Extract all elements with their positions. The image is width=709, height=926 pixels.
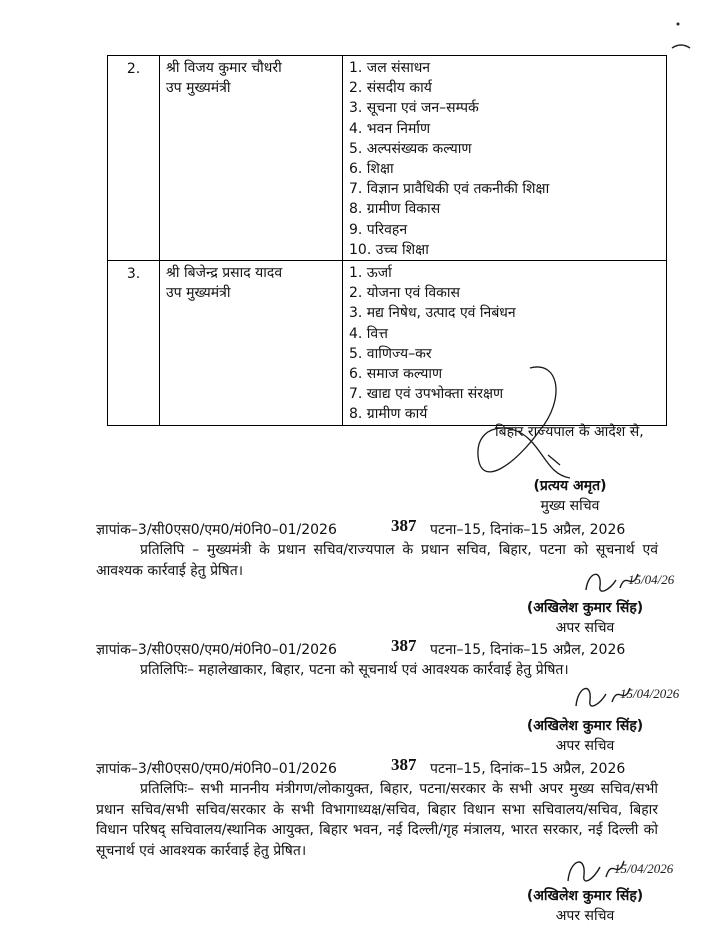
handwritten-memo-number: 387 bbox=[391, 636, 417, 655]
minister-cell bbox=[160, 56, 343, 261]
memo-place-date: पटना–15, दिनांक–15 अप्रैल, 2026 bbox=[430, 642, 626, 658]
copy-paragraph: प्रतिलिपिः– सभी माननीय मंत्रीगण/लोकायुक्त, बिहार, पटना/सरकार के सभी अपर मुख्य सचिव/सभी प्रधान सचिव/सभी सचिव/सरकार के सभी विभागाध्यक्ष/सचिव, बिहार विधान सभा सचिवालय/सचिव, बिहार विधान परिषद् सचिवालय/स्थानिक आयुक्त, बिहार भवन, नई दिल्ली/गृह मंत्रालय, भारत सरकार, नई दिल्ली को सूचनार्थ एवं आवश्यक कार्रवाई हेतु प्रेषित। bbox=[96, 781, 658, 859]
memo-ref: ज्ञापांक–3/सी0एस0/एम0/मं0नि0–01/2026 bbox=[96, 522, 337, 538]
signature-block bbox=[515, 598, 655, 638]
copy-paragraph: प्रतिलिपिः– महालेखाकार, बिहार, पटना को सूचनार्थ एवं आवश्यक कार्रवाई हेतु प्रेषित। bbox=[140, 662, 569, 678]
department-list bbox=[349, 58, 666, 260]
departments-cell bbox=[343, 261, 667, 426]
signatory-name: (प्रत्यय अमृत) bbox=[533, 478, 607, 494]
list-item: 1. जल संसाधन bbox=[349, 60, 431, 76]
signature-block bbox=[515, 716, 655, 756]
handwritten-date: 15/04/2026 bbox=[614, 861, 674, 876]
memo-ref: ज्ञापांक–3/सी0एस0/एम0/मं0नि0–01/2026 bbox=[96, 761, 337, 777]
minister-name: श्री बिजेन्द्र प्रसाद यादव bbox=[166, 265, 283, 282]
signature-block bbox=[515, 886, 655, 926]
list-item: 10. उच्च शिक्षा bbox=[349, 241, 429, 258]
table-row bbox=[108, 261, 667, 426]
list-item: 5. अल्पसंख्यक कल्याण bbox=[349, 140, 472, 157]
signatory-designation: अपर सचिव bbox=[555, 738, 615, 754]
serial-number-cell: 2. bbox=[108, 56, 160, 261]
by-order-line: बिहार राज्यपाल के आदेश से, bbox=[495, 424, 644, 440]
handwritten-memo-number: 387 bbox=[391, 516, 417, 535]
signatory-designation: अपर सचिव bbox=[555, 620, 615, 636]
minister-cell bbox=[160, 261, 343, 426]
minister-designation: उप मुख्यमंत्री bbox=[166, 80, 231, 97]
corner-mark bbox=[668, 18, 698, 58]
list-item: 6. समाज कल्याण bbox=[349, 366, 443, 383]
list-item: 3. मद्य निषेध, उत्पाद एवं निबंधन bbox=[349, 305, 516, 322]
list-item: 7. खाद्य एवं उपभोक्ता संरक्षण bbox=[349, 386, 504, 403]
serial-number-cell: 3. bbox=[108, 261, 160, 426]
department-list bbox=[349, 263, 666, 425]
list-item: 4. वित्त bbox=[349, 325, 388, 342]
list-item: 7. विज्ञान प्रावैधिकी एवं तकनीकी शिक्षा bbox=[349, 181, 550, 198]
list-item: 8. ग्रामीण कार्य bbox=[349, 406, 428, 423]
memo-place-date: पटना–15, दिनांक–15 अप्रैल, 2026 bbox=[430, 761, 626, 777]
handwritten-memo-number: 387 bbox=[391, 755, 417, 774]
memo-place-date: पटना–15, दिनांक–15 अप्रैल, 2026 bbox=[430, 522, 626, 538]
signatory-designation: अपर सचिव bbox=[555, 908, 615, 924]
list-item: 6. शिक्षा bbox=[349, 161, 394, 178]
chief-secretary-signature-block bbox=[515, 476, 625, 516]
signatory-designation: मुख्य सचिव bbox=[540, 498, 600, 514]
memo-ref: ज्ञापांक–3/सी0एस0/एम0/मं0नि0–01/2026 bbox=[96, 642, 337, 658]
ministry-allocation-table bbox=[107, 55, 667, 426]
departments-cell bbox=[343, 56, 667, 261]
list-item: 4. भवन निर्माण bbox=[349, 120, 431, 137]
signatory-name: (अखिलेश कुमार सिंह) bbox=[526, 888, 644, 904]
list-item: 1. ऊर्जा bbox=[349, 265, 392, 282]
list-item: 2. योजना एवं विकास bbox=[349, 285, 461, 302]
list-item: 5. वाणिज्य–कर bbox=[349, 345, 432, 362]
minister-designation: उप मुख्यमंत्री bbox=[166, 285, 231, 302]
signatory-name: (अखिलेश कुमार सिंह) bbox=[526, 718, 644, 734]
signatory-name: (अखिलेश कुमार सिंह) bbox=[526, 600, 644, 616]
list-item: 8. ग्रामीण विकास bbox=[349, 201, 441, 218]
list-item: 2. संसदीय कार्य bbox=[349, 80, 432, 97]
handwritten-date: 15/04/26 bbox=[628, 572, 675, 587]
copy-paragraph: प्रतिलिपि – मुख्यमंत्री के प्रधान सचिव/राज्यपाल के प्रधान सचिव, बिहार, पटना को सूचनार्थ एवं आवश्यक कार्रवाई हेतु प्रेषित। bbox=[96, 542, 658, 579]
list-item: 3. सूचना एवं जन–सम्पर्क bbox=[349, 100, 479, 117]
list-item: 9. परिवहन bbox=[349, 221, 408, 238]
handwritten-date: 15/04/2026 bbox=[620, 686, 680, 701]
table-row bbox=[108, 56, 667, 261]
minister-name: श्री विजय कुमार चौधरी bbox=[166, 60, 282, 76]
